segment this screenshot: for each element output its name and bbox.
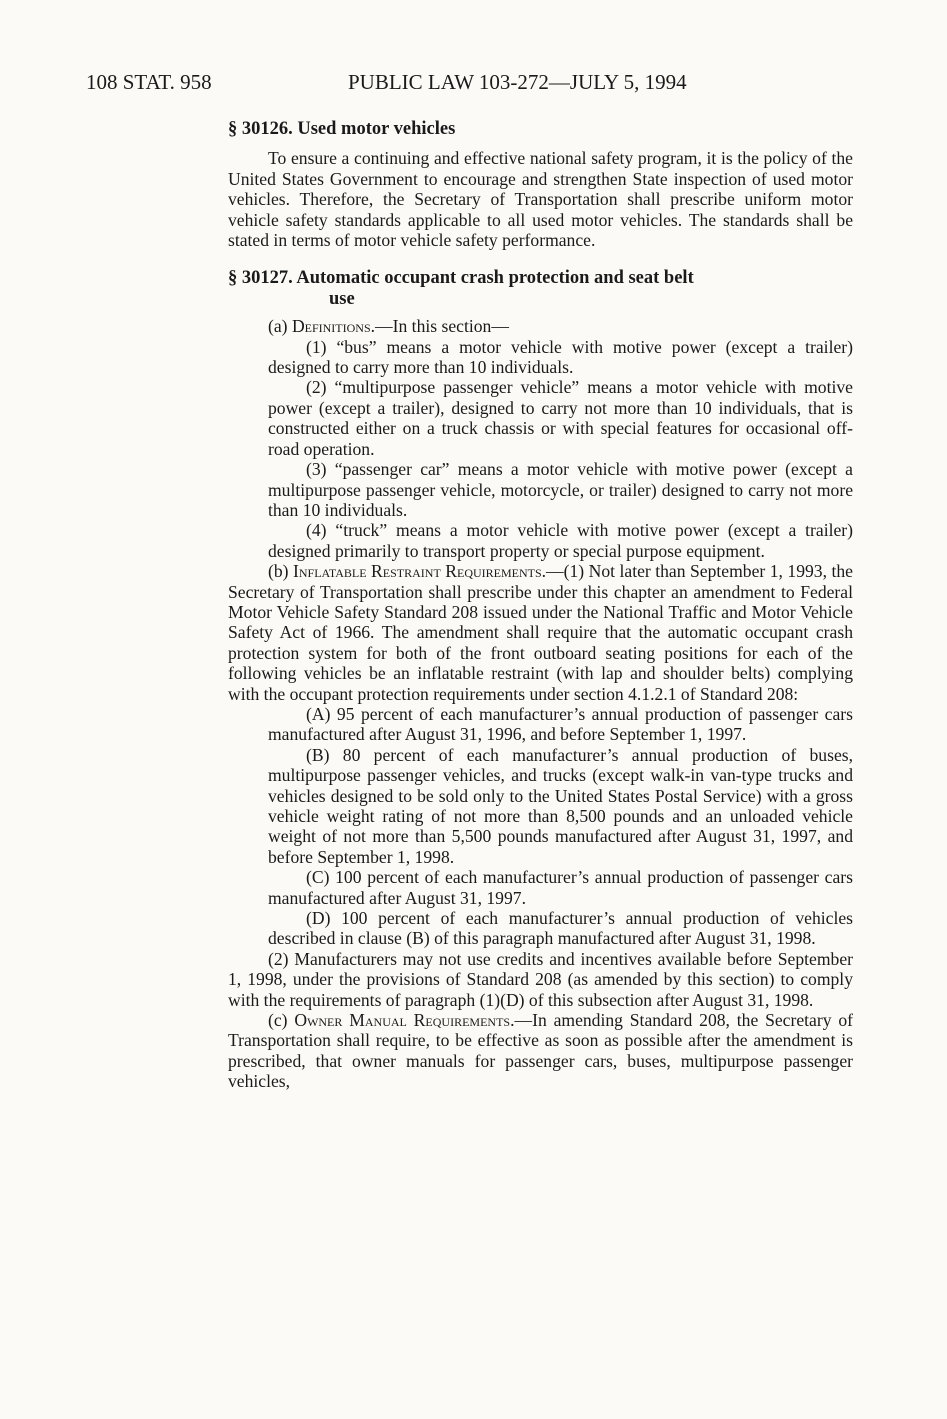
subsection-c-text: .—In amending Standard 208, the Secretary of Transportation shall require, to be effective as soon as possible after the amendment is prescribed, that owner manuals for passenger cars, buses, multipurpose passenger vehicles,: [228, 1010, 853, 1092]
definition-multipurpose-vehicle: (2) “multipurpose passenger vehicle” means a motor vehicle with motive power (except a trailer), designed to carry not more than 10 individuals, that is constructed either on a truck chassis or with special features for occasional off-road operation.: [268, 377, 853, 459]
subsection-c-title: Owner Manual Requirements: [294, 1010, 511, 1031]
clause-b: (B) 80 percent of each manufacturer’s annual production of buses, multipurpose passenger vehicles, and trucks (except walk-in van-type trucks and vehicles designed to be sold only to the United States Postal Service) with a gross vehicle weight rating of not more than 8,500 pounds and an unloaded vehicle weight of not more than 5,500 pounds manufactured after August 31, 1997, and before September 1, 1998.: [268, 744, 853, 867]
paragraph-2: (2) Manufacturers may not use credits and incentives available before September 1, 1998, under the provisions of Standard 208 (as amended by this section) to comply with the requirements of paragraph (1)(D) of this subsection after August 31, 1998.: [228, 948, 853, 1010]
definition-bus: (1) “bus” means a motor vehicle with motive power (except a trailer) designed to carry more than 10 individuals.: [268, 336, 853, 378]
page-body: [228, 119, 853, 1092]
section-30127-heading-line2: use: [329, 288, 355, 309]
clause-a: (A) 95 percent of each manufacturer’s annual production of passenger cars manufactured after August 31, 1996, and before September 1, 1997.: [268, 703, 853, 745]
section-30126-text: To ensure a continuing and effective national safety program, it is the policy of the United States Government to encourage and strengthen State inspection of used motor vehicles. Therefore, the Secretary of Transportation shall prescribe uniform motor vehicle safety standards applicable to all used motor vehicles. The standards shall be stated in terms of motor vehicle safety performance.: [228, 148, 853, 251]
subsection-a-lead: .—In this section—: [370, 316, 509, 337]
subsection-a-label: (a): [268, 316, 292, 337]
subsection-c: [228, 1010, 853, 1092]
section-30127-heading-line1: § 30127. Automatic occupant crash protection and seat belt: [228, 268, 694, 289]
subsection-c-label: (c): [268, 1010, 295, 1031]
definition-passenger-car: (3) “passenger car” means a motor vehicle with motive power (except a multipurpose passenger vehicle, motorcycle, or trailer) designed to carry not more than 10 individuals.: [268, 459, 853, 520]
section-30127-heading: [228, 268, 853, 309]
clause-d: (D) 100 percent of each manufacturer’s annual production of vehicles described in clause (B) of this paragraph manufactured after August 31, 1998.: [268, 908, 853, 949]
definition-truck: (4) “truck” means a motor vehicle with motive power (except a trailer) designed primarily to transport property or special purpose equipment.: [268, 520, 853, 561]
subsection-a: [228, 316, 853, 336]
subsection-b-title: Inflatable Restraint Requirements: [293, 561, 542, 582]
subsection-a-title: Definitions: [291, 316, 371, 337]
public-law-title: PUBLIC LAW 103-272—JULY 5, 1994: [348, 70, 687, 94]
statute-page-number: 108 STAT. 958: [86, 70, 212, 94]
clause-c: (C) 100 percent of each manufacturer’s annual production of passenger cars manufactured after August 31, 1997.: [268, 867, 853, 908]
subsection-b: [228, 561, 853, 704]
page-header: [86, 70, 786, 106]
subsection-b-label: (b): [268, 561, 293, 582]
section-30126-heading: § 30126. Used motor vehicles: [228, 119, 456, 139]
subsection-b-text: .—(1) Not later than September 1, 1993, the Secretary of Transportation shall prescribe under this chapter an amendment to Federal Motor Vehicle Safety Standard 208 issued under the National Traffic and Motor Vehicle Safety Act of 1966. The amendment shall require that the automatic occupant crash protection system for both of the front outboard seating positions for each of the following vehicles be an inflatable restraint (with lap and shoulder belts) complying with the occupant protection requirements under section 4.1.2.1 of Standard 208:: [228, 561, 853, 704]
